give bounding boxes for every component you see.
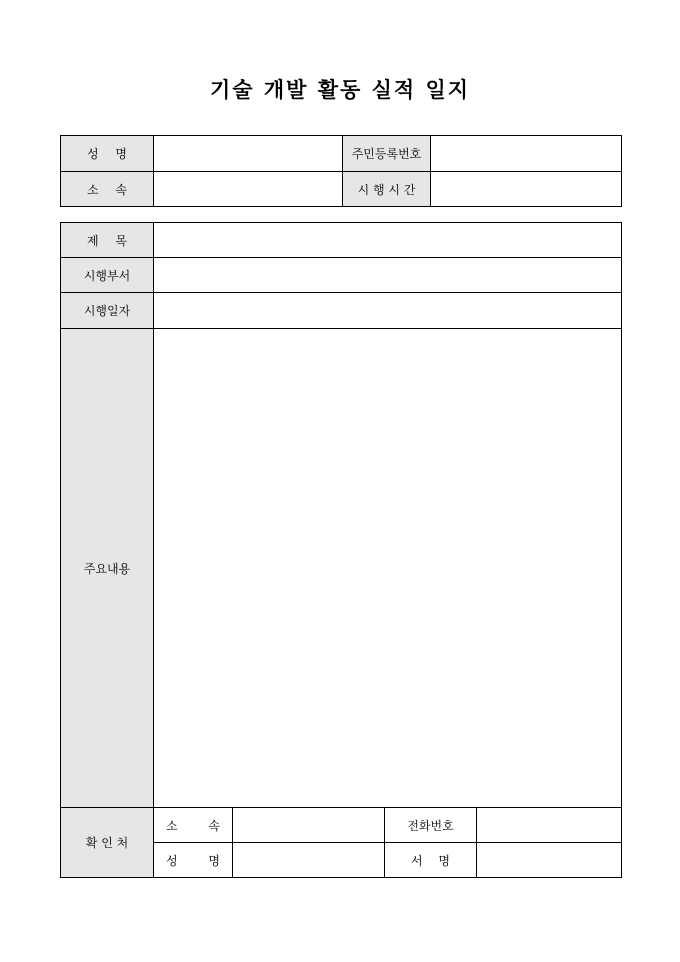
affiliation-field[interactable]: [154, 172, 343, 207]
verifier-phone-label: 전화번호: [385, 808, 477, 843]
date-label: 시행일자: [61, 293, 154, 329]
report-table: [60, 222, 622, 878]
verifier-sign-field[interactable]: [477, 843, 622, 878]
page-title: 기술 개발 활동 실적 일지: [209, 77, 471, 102]
verifier-label: 확 인 처: [61, 808, 154, 878]
name-label: 성 명: [61, 136, 154, 172]
dept-field[interactable]: [154, 258, 622, 293]
date-field[interactable]: [154, 293, 622, 329]
exec-time-label: 시 행 시 간: [343, 172, 431, 207]
content-field[interactable]: [154, 329, 622, 808]
name-field[interactable]: [154, 136, 343, 172]
rrn-field[interactable]: [431, 136, 622, 172]
content-label: 주요내용: [61, 329, 154, 808]
exec-time-field[interactable]: [431, 172, 622, 207]
affiliation-label: 소 속: [61, 172, 154, 207]
subject-field[interactable]: [154, 223, 622, 258]
subject-label: 제 목: [61, 223, 154, 258]
verifier-name-label: 성 명: [154, 843, 233, 878]
dept-label: 시행부서: [61, 258, 154, 293]
personal-info-table: [60, 135, 622, 207]
verifier-affiliation-label: 소 속: [154, 808, 233, 843]
verifier-phone-field[interactable]: [477, 808, 622, 843]
verifier-name-field[interactable]: [233, 843, 385, 878]
verifier-sign-label: 서 명: [385, 843, 477, 878]
verifier-affiliation-field[interactable]: [233, 808, 385, 843]
rrn-label: 주민등록번호: [343, 136, 431, 172]
